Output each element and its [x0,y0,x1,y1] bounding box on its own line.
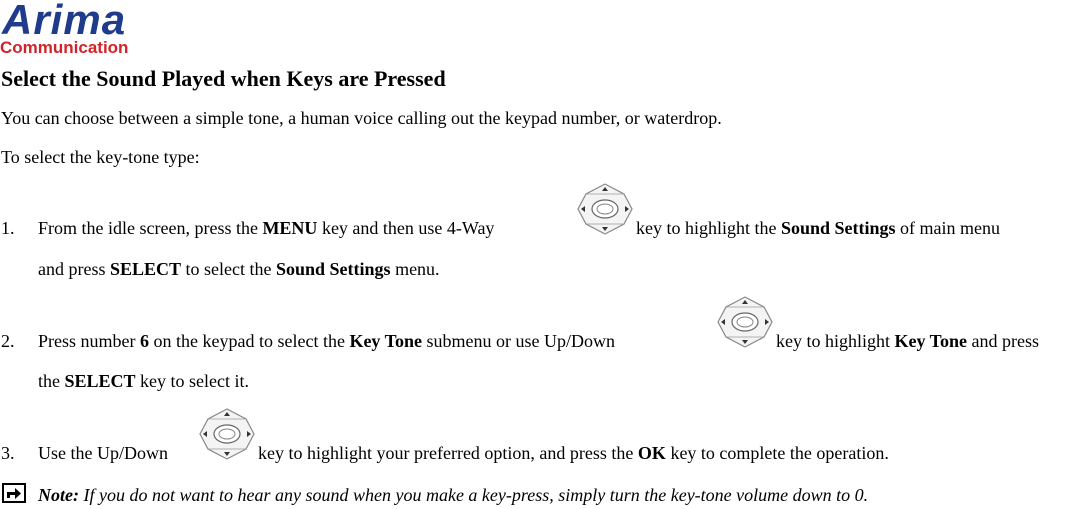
step-1-line-2 [38,259,440,280]
step-1-line-1 [38,218,494,239]
step-3-line-1: Use the Up/Down [38,443,168,463]
note-body: If you do not want to hear any sound when you make a key-press, simply turn the key-tone volume down to 0. [78,485,869,505]
intro-text: You can choose between a simple tone, a human voice calling out the keypad number, or waterdrop. [1,108,722,128]
sound-settings-label: Sound Settings [780,218,896,238]
text: submenu or use Up/Down [421,331,615,351]
ok-key-label: OK [637,443,666,463]
select-key-label: SELECT [109,259,182,279]
text: and press [967,331,1040,351]
text: key to highlight your preferred option, and press the [258,443,638,463]
note-arrow-icon [2,483,26,503]
note-label: Note: [38,485,79,505]
section-title: Select the Sound Played when Keys are Pressed [1,66,446,91]
text: key to complete the operation. [665,443,889,463]
text: of main menu [895,218,1001,238]
text: and press [38,259,110,279]
text: key to highlight [776,331,895,351]
logo-subtitle: Communication [0,38,129,57]
sound-settings-label: Sound Settings [276,259,391,279]
logo-name: Arima [2,0,127,43]
step-3-line-1b [258,443,889,464]
key-tone-label: Key Tone [894,331,968,351]
nav-key-icon [198,407,256,461]
text: menu. [390,259,440,279]
text: From the idle screen, press the [38,218,263,238]
text: the [38,371,65,391]
step-2-number: 2. [1,331,15,351]
step-1-line-1b [636,218,1000,239]
step-2-line-1b [776,331,1039,352]
text: on the keypad to select the [149,331,350,351]
note-text [38,485,868,506]
step-2-line-1 [38,331,615,352]
menu-key-label: MENU [262,218,318,238]
text: to select the [181,259,276,279]
step-2-line-2 [38,371,249,392]
lead-text: To select the key-tone type: [1,147,200,167]
select-key-label: SELECT [64,371,136,391]
text: key to highlight the [636,218,781,238]
nav-key-icon [576,182,634,236]
text: key to select it. [135,371,250,391]
text: key and then use 4-Way [317,218,495,238]
text: Press number [38,331,140,351]
step-3-number: 3. [1,443,15,463]
key-six-label: 6 [140,331,149,351]
nav-key-icon [716,295,774,349]
key-tone-label: Key Tone [349,331,422,351]
arima-logo [0,2,152,58]
step-1-number: 1. [1,218,15,238]
